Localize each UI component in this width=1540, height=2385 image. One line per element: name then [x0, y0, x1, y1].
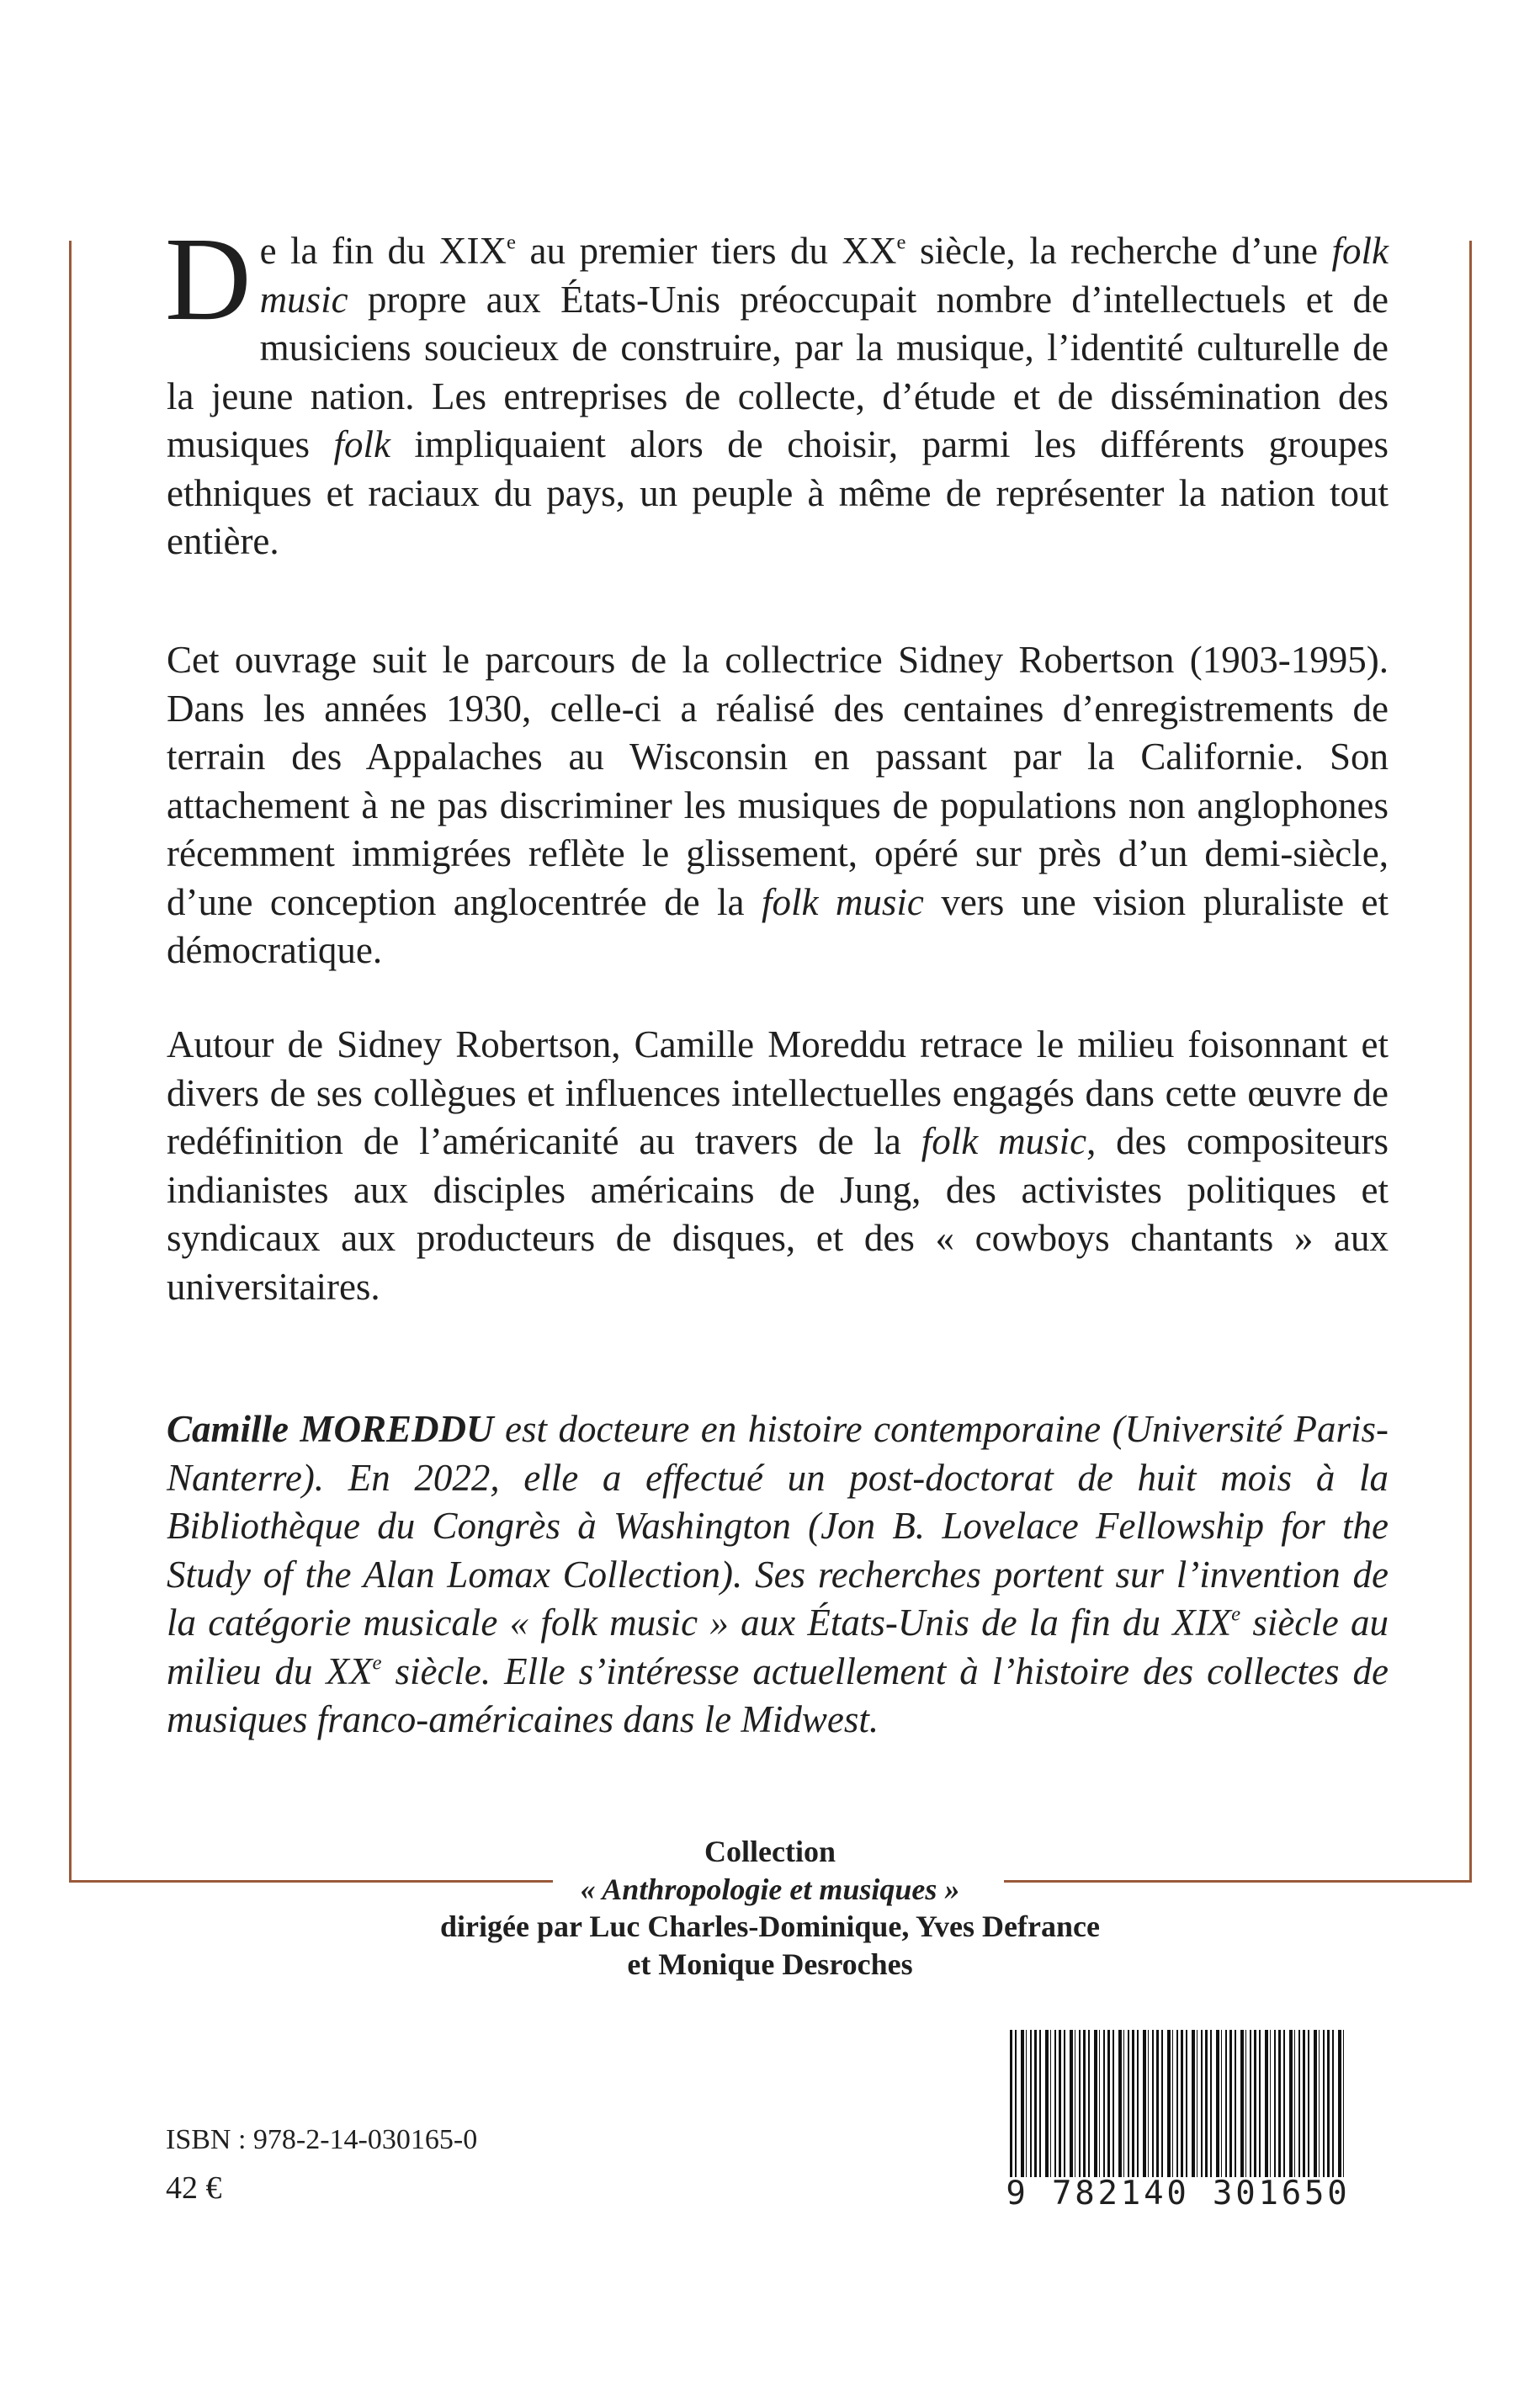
barcode: [1001, 2030, 1355, 2215]
author-bio: [167, 1405, 1389, 1745]
text-run: siècle. Elle s’intéresse actuellement à l’histoire des collectes de musiques franco-américaines dans le Midwest.: [167, 1649, 1389, 1740]
isbn-label: ISBN : 978-2-14-030165-0: [166, 2124, 478, 2155]
italic-term: folk music: [921, 1120, 1087, 1162]
superscript: e: [507, 231, 517, 254]
superscript: e: [372, 1651, 382, 1675]
text-run: siècle au milieu du XX: [167, 1602, 1389, 1692]
italic-term: folk music: [259, 230, 1389, 321]
frame-left-rule: [69, 241, 72, 1882]
text-run: , des compositeurs indianistes aux disciples américains de Jung, des activistes politiques et syndicaux aux producteurs de disques, et des « cowboys chantants » aux universitaires.: [167, 1120, 1389, 1308]
text-run: Cet ouvrage suit le parcours de la collectrice Sidney Robertson (1903-1995). Dans les années 1930, celle-ci a réalisé des centaines d’enregistrements de terrain des Appalaches au Wisconsin en passant par la Californie. Son attachement à ne pas discriminer les musiques de populations non anglophones récemment immigrées reflète le glissement, opéré sur près d’un demi-siècle, d’une conception anglocentrée de la: [167, 639, 1389, 923]
superscript: e: [1231, 1602, 1241, 1626]
italic-term: folk: [333, 423, 390, 465]
author-name: Camille MOREDDU: [167, 1408, 494, 1450]
summary-paragraph-3: [167, 1021, 1389, 1311]
collection-label: Collection: [704, 1835, 836, 1868]
barcode-bars: [1010, 2030, 1346, 2177]
frame-right-rule: [1469, 241, 1472, 1882]
text-run: au premier tiers du XX: [516, 230, 897, 272]
collection-directors-line-1: dirigée par Luc Charles-Dominique, Yves Defrance: [440, 1910, 1100, 1943]
summary-paragraph-1: [165, 212, 1389, 566]
collection-directors-line-2: et Monique Desroches: [627, 1947, 913, 1981]
text-run: propre aux États-Unis préoccupait nombre d’intellectuels et de musiciens soucieux de construire, par la musique, l’identité culturelle de la jeune nation. Les entreprises de collecte, d’étude et de dissémination des musiques: [167, 278, 1389, 465]
price-label: 42 €: [166, 2170, 222, 2206]
text-run: e la fin du XIX: [259, 230, 507, 272]
collection-series-title: « Anthropologie et musiques »: [580, 1872, 960, 1906]
text-run: est docteure en histoire contemporaine (Université Paris-Nanterre). En 2022, elle a effectué un post-doctorat de huit mois à la Bibliothèque du Congrès à Washington (Jon B. Lovelace Fellowship for the Study of the Alan Lomax Collection). Ses recherches portent sur l’invention de la catégorie musicale « folk music » aux États-Unis de la fin du XIX: [167, 1408, 1389, 1644]
barcode-digits: 9 782140 301650: [1006, 2175, 1351, 2212]
text-run: vers une vision pluraliste et démocratique.: [167, 880, 1389, 971]
italic-term: folk music: [761, 880, 924, 923]
text-run: impliquaient alors de choisir, parmi les différents groupes ethniques et raciaux du pays, un peuple à même de représenter la nation tout entière.: [167, 423, 1389, 562]
superscript: e: [896, 231, 906, 254]
text-run: siècle, la recherche d’une: [905, 230, 1332, 272]
drop-cap: D: [165, 212, 252, 345]
text-run: Autour de Sidney Robertson, Camille Moreddu retrace le milieu foisonnant et divers de ses collègues et influences intellectuelles engagés dans cette œuvre de redéfinition de l’américanité au travers de la: [167, 1023, 1389, 1162]
summary-paragraph-2: [167, 636, 1389, 975]
collection-block: [320, 1833, 1220, 1983]
